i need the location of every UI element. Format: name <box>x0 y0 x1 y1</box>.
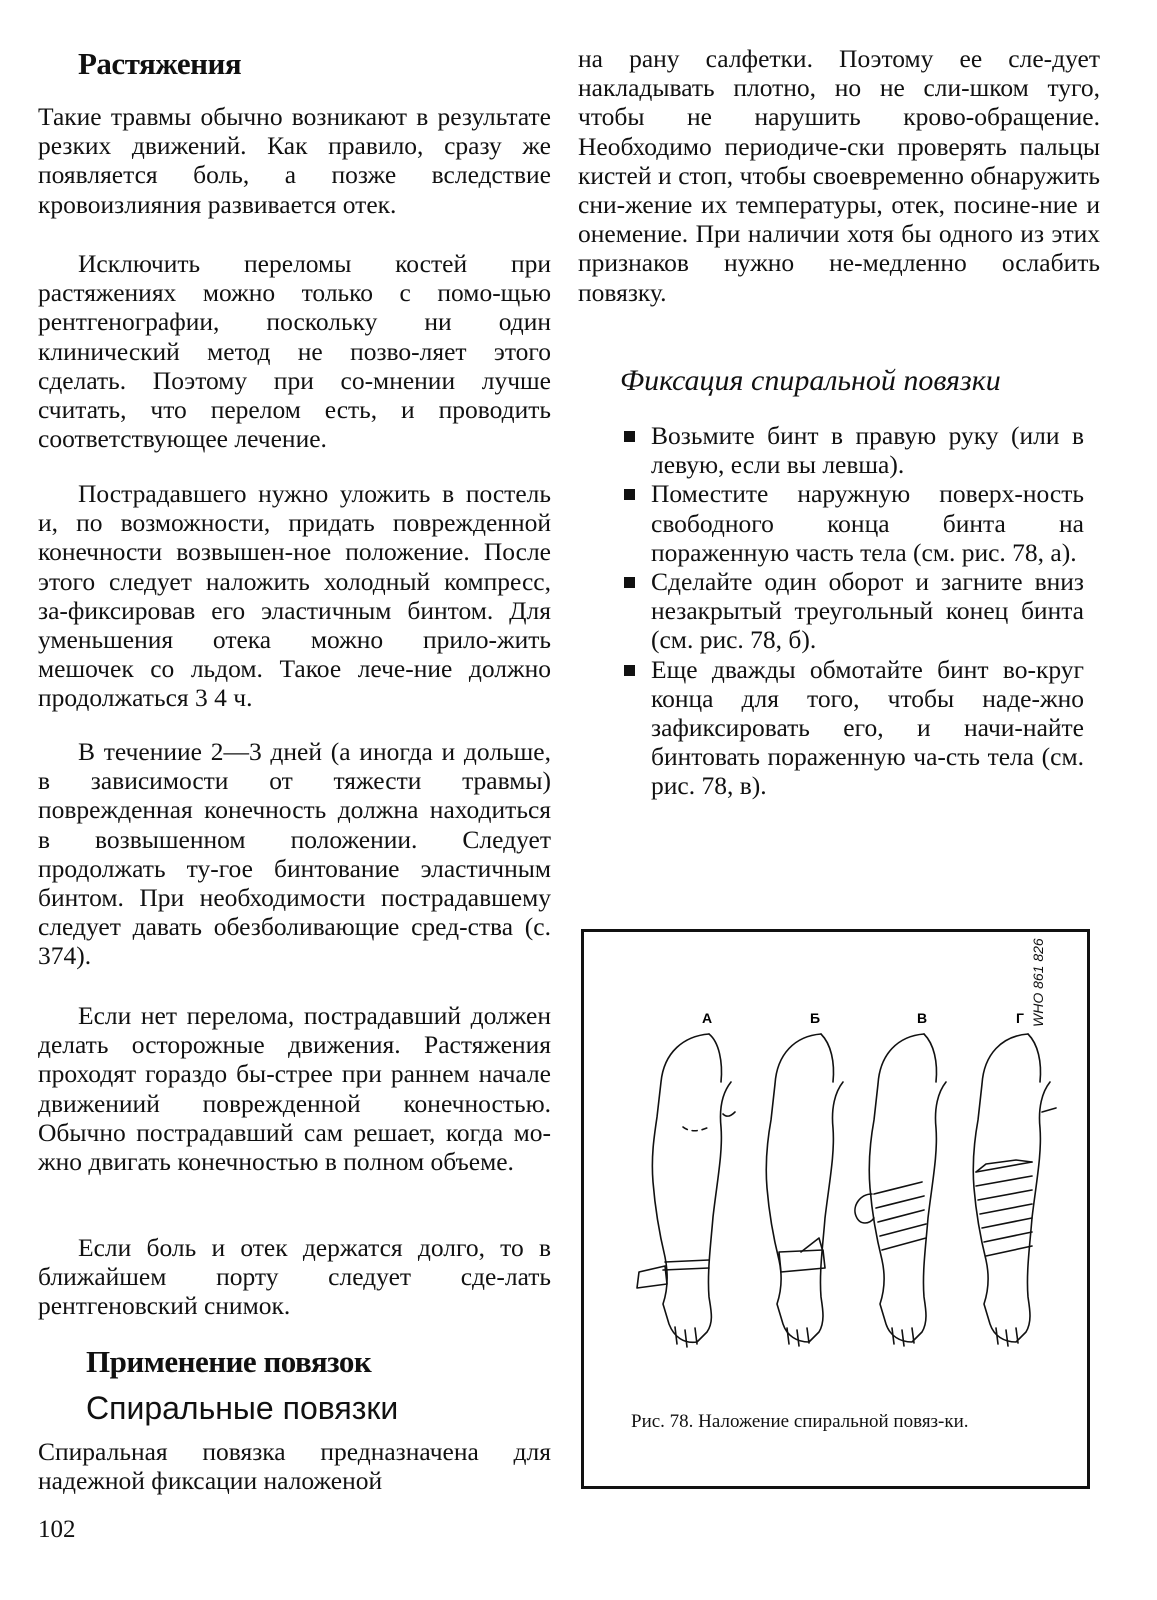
paragraph-sprains-2: Исключить переломы костей при растяжениях можно только с помо-щью рентгенографии, поскольку ни один клинический метод не позво-ляет этого сделать. Поэтому при со-мнении лучше считать, что перелом есть, и проводить соответствующее лечение. <box>38 249 551 454</box>
who-reference-mark: WHO 861 826 <box>1030 938 1046 1027</box>
fixation-steps-list <box>618 421 1084 801</box>
list-item <box>618 655 1084 801</box>
figure-label-v: В <box>917 1010 928 1026</box>
list-item-text: Еще дважды обмотайте бинт во-круг конца для того, чтобы наде-жно зафиксировать его, и начи-найте бинтовать пораженную ча-сть тела (см. рис. 78, в). <box>651 654 1084 801</box>
arm-v-drawing <box>855 1034 946 1346</box>
figure-78-frame <box>581 929 1090 1489</box>
heading-fixation: Фиксация спиральной повязки <box>620 364 1001 397</box>
list-item-text: Сделайте один оборот и загните вниз незакрытый треугольный конец бинта (см. рис. 78, б). <box>651 567 1084 655</box>
list-item-text: Возьмите бинт в правую руку (или в левую, если вы левша). <box>651 421 1084 480</box>
paragraph-sprains-3: Пострадавшего нужно уложить в постель и, по возможности, придать поврежденной конечности возвышен-ное положение. После этого следует наложить холодный компресс, за-фиксировав его эластичным бинтом. Для уменьшения отека можно прило-жить мешочек со льдом. Такое лече-ние должно продолжаться 3 4 ч. <box>38 479 551 713</box>
paragraph-right-1: на рану салфетки. Поэтому ее сле-дует накладывать плотно, но не сли-шком туго, чтобы не нарушить крово-обращение. Необходимо периодиче-ски проверять пальцы кистей и стоп, чтобы своевременно обнаружить сни-жение их температуры, отек, посине-ние и онемение. При наличии хотя бы одного из этих признаков нужно не-медленно ослабить повязку. <box>578 44 1100 307</box>
paragraph-sprains-1: Такие травмы обычно возникают в результате резких движений. Как правило, сразу же появляется боль, а позже вследствие кровоизлияния развивается отек. <box>38 102 551 219</box>
bullet-icon <box>624 665 635 676</box>
paragraph-spiral-1: Спиральная повязка предназначена для надежной фиксации наложеной <box>38 1437 551 1496</box>
paragraph-sprains-4: В течениие 2—3 дней (а иногда и дольше, в зависимости от тяжести травмы) поврежденная конечность должна находиться в возвышенном положении. Следует продолжать ту-гое бинтование эластичным бинтом. При необходимости пострадавшему следует давать обезболивающие сред-ства (с. 374). <box>38 737 551 971</box>
list-item <box>618 567 1084 655</box>
page-number: 102 <box>38 1516 76 1543</box>
arm-a-drawing <box>637 1034 735 1347</box>
list-item-text: Поместите наружную поверх-ность свободного конца бинта на пораженную часть тела (см. рис. 78, а). <box>651 479 1084 567</box>
figure-caption: Рис. 78. Наложение спиральной повяз-ки. <box>631 1411 969 1432</box>
paragraph-sprains-5: Если нет перелома, пострадавший должен делать осторожные движения. Растяжения проходят гораздо бы-стрее при раннем начале движениий поврежденной конечностью. Обычно пострадавший сам решает, когда мо-жно двигать конечностью в полном объеме. <box>38 1001 551 1177</box>
bullet-icon <box>624 489 635 500</box>
bullet-icon <box>624 431 635 442</box>
heading-sprains: Растяжения <box>78 46 242 81</box>
heading-bandages: Применение повязок <box>86 1344 372 1379</box>
bullet-icon <box>624 577 635 588</box>
subheading-spiral-bandages: Спиральные повязки <box>86 1390 399 1426</box>
arm-b-drawing <box>766 1034 843 1346</box>
figure-label-b: Б <box>810 1010 821 1026</box>
arm-bandage-illustration <box>584 932 1087 1402</box>
paragraph-sprains-6: Если боль и отек держатся долго, то в ближайшем порту следует сде-лать рентгеновский снимок. <box>38 1233 551 1321</box>
list-item <box>618 421 1084 479</box>
figure-label-a: А <box>702 1010 713 1026</box>
figure-label-g: Г <box>1016 1010 1024 1026</box>
arm-g-drawing <box>973 1034 1056 1346</box>
list-item <box>618 479 1084 567</box>
